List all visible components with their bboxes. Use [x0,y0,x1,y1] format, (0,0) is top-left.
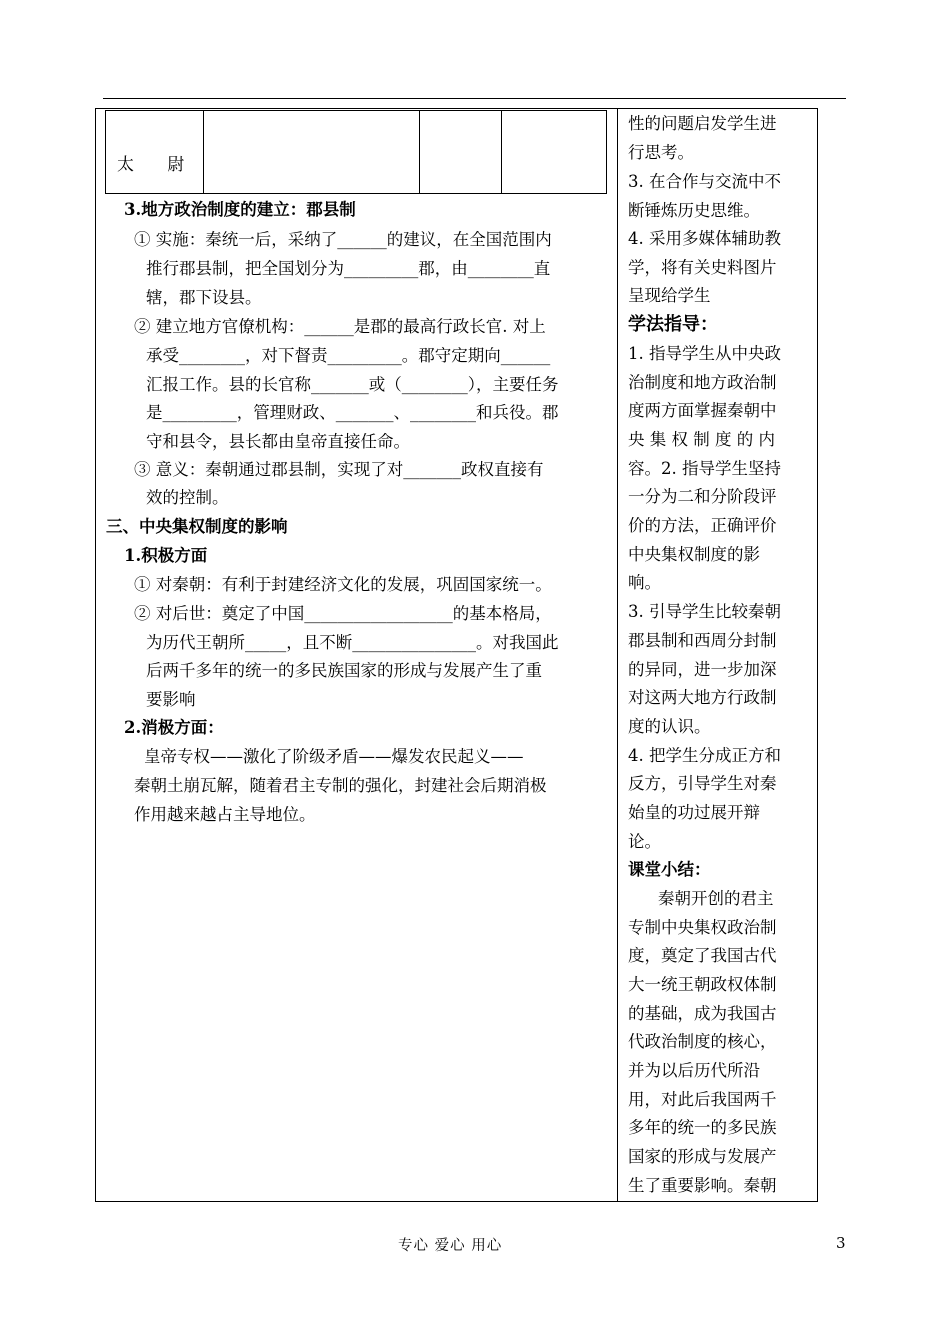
text-line: ① 实施：秦统一后，采纳了______的建议，在全国范围内 [134,230,552,249]
text-line: 承受________，对下督责_________。郡守定期向______ [146,346,551,365]
text-line: 的基础，成为我国古 [628,1004,777,1023]
text-line: 守和县令，县长都由皇帝直接任命。 [146,432,410,451]
text-line: 响。 [628,573,661,592]
table-cell-taiwei: 太 尉 [117,155,199,175]
header-rule [103,98,846,99]
text-line: 断锤炼历史思维。 [628,201,760,220]
sub-heading: 1.积极方面 [124,546,208,565]
text-line: 代政治制度的核心， [628,1032,777,1051]
summary-heading: 课堂小结： [628,860,711,879]
table-cell-divider [203,110,204,194]
text-line: 国家的形成与发展产 [628,1147,777,1166]
text-line: 行思考。 [628,143,694,162]
table-cell-divider [501,110,502,194]
text-line: 3. 在合作与交流中不 [628,172,781,191]
table-cell-divider [419,110,420,194]
text-line: 学，将有关史料图片 [628,258,777,277]
column-divider [617,108,618,1202]
method-heading: 学法指导： [628,314,718,335]
text-line: 大一统王朝政权体制 [628,975,777,994]
text-line: 是_________，管理财政、_______、________和兵役。郡 [146,403,559,422]
text-line: 后两千多年的统一的多民族国家的形成与发展产生了重 [146,661,542,680]
text-line: 专制中央集权政治制 [628,918,777,937]
text-line: 皇帝专权——激化了阶级矛盾——爆发农民起义—— [144,747,524,766]
text-line: ① 对秦朝：有利于封建经济文化的发展，巩固国家统一。 [134,575,552,594]
text-line: 对这两大地方行政制 [628,688,777,707]
text-line: 治制度和地方政治制 [628,373,777,392]
text-line: 为历代王朝所_____，且不断_______________。对我国此 [146,633,559,652]
text-line: 作用越来越占主导地位。 [134,805,316,824]
text-line: 度，奠定了我国古代 [628,946,777,965]
text-line: 价的方法，正确评价 [628,516,777,535]
text-line: 1. 指导学生从中央政 [628,344,781,363]
text-line: 度两方面掌握秦朝中 [628,401,777,420]
text-line: 秦朝土崩瓦解，随着君主专制的强化，封建社会后期消极 [134,776,547,795]
page-footer: 专心 爱心 用心 [398,1238,503,1254]
text-line: 呈现给学生 [628,286,711,305]
text-line: 要影响 [146,690,196,709]
text-line: 始皇的功过展开辩 [628,803,760,822]
text-line: 效的控制。 [146,488,229,507]
text-line: 3. 引导学生比较秦朝 [628,602,781,621]
text-line: 论。 [628,832,661,851]
section-heading: 3.地方政治制度的建立：郡县制 [124,200,356,219]
text-line: 一分为二和分阶段评 [628,487,777,506]
text-line: 秦朝开创的君主 [658,889,774,908]
text-line: 生了重要影响。秦朝 [628,1176,777,1195]
text-line: 用，对此后我国两千 [628,1090,777,1109]
text-line: 度的认识。 [628,717,711,736]
page-number: 3 [836,1234,846,1252]
text-line: 4. 采用多媒体辅助教 [628,229,781,248]
text-line: ② 建立地方官僚机构：______是郡的最高行政长官. 对上 [134,317,546,336]
text-line: 央 集 权 制 度 的 内 [628,430,775,449]
sub-heading: 2.消极方面： [124,718,224,737]
text-line: 中央集权制度的影 [628,545,760,564]
section-heading: 三、中央集权制度的影响 [106,517,288,536]
text-line: 多年的统一的多民族 [628,1118,777,1137]
text-line: 性的问题启发学生进 [628,114,777,133]
text-line: 4. 把学生分成正方和 [628,746,781,765]
text-line: 的异同，进一步加深 [628,660,777,679]
text-line: 辖，郡下设县。 [146,288,262,307]
text-line: 推行郡县制，把全国划分为_________郡，由________直 [146,259,551,278]
text-line: 反方，引导学生对秦 [628,774,777,793]
text-line: 并为以后历代所沿 [628,1061,760,1080]
text-line: 容。2. 指导学生坚持 [628,459,781,478]
text-line: ③ 意义：秦朝通过郡县制，实现了对_______政权直接有 [134,460,544,479]
text-line: 汇报工作。县的长官称_______或（________），主要任务 [146,375,559,394]
text-line: 郡县制和西周分封制 [628,631,777,650]
text-line: ② 对后世：奠定了中国__________________的基本格局， [134,604,552,623]
